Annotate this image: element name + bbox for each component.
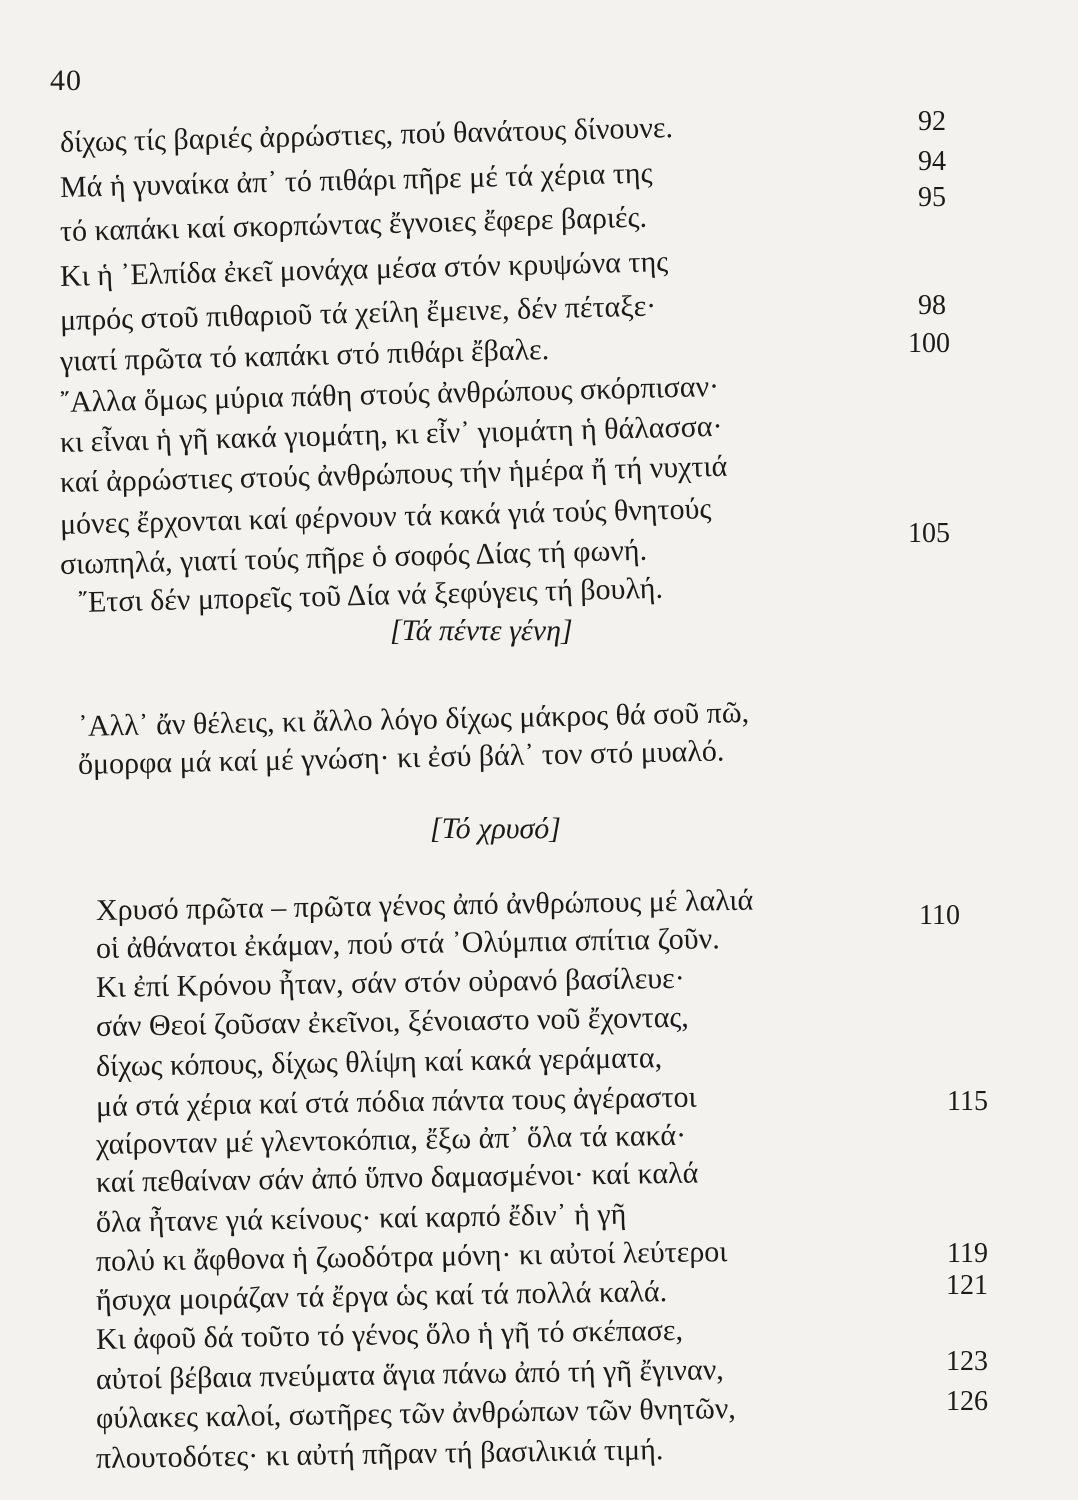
- verse-line: Κι ἀφοῦ δά τοῦτο τό γένος ὅλο ἡ γῆ τό σκέπασε,: [95, 1313, 684, 1356]
- verse-line: οἱ ἀθάνατοι ἐκάμαν, πού στά ᾿Ολύμπια σπίτια ζοῦν.: [95, 922, 720, 965]
- verse-line: πολύ κι ἄφθονα ἡ ζωοδότρα μόνη· κι αὐτοί λεύτεροι: [95, 1235, 728, 1278]
- verse-line: σάν Θεοί ζοῦσαν ἐκεῖνοι, ξένοιαστο νοῦ ἔχοντας,: [95, 1000, 690, 1043]
- verse-line: δίχως τίς βαριές ἀρρώστιες, πού θανάτους δίνουνε.: [59, 111, 674, 159]
- line-number: 126: [946, 1386, 988, 1417]
- verse-line: καί πεθαίναν σάν ἀπό ὕπνο δαμασμένοι· καί καλά: [95, 1156, 699, 1199]
- verse-line: Χρυσό πρῶτα – πρῶτα γένος ἀπό ἀνθρώπους μέ λαλιά: [95, 883, 754, 927]
- verse-line: αὐτοί βέβαια πνεύματα ἅγια πάνω ἀπό τή γῆ ἔγιναν,: [95, 1353, 725, 1396]
- verse-line: χαίρονταν μέ γλεντοκόπια, ἔξω ἀπ᾽ ὅλα τά κακά·: [95, 1118, 687, 1161]
- line-number: 115: [947, 1086, 988, 1117]
- verse-line: μά στά χέρια καί στά πόδια πάντα τους ἀγέραστοι: [95, 1080, 697, 1123]
- verse-line: γιατί πρῶτα τό καπάκι στό πιθάρι ἔβαλε.: [59, 333, 550, 378]
- line-number: 95: [918, 182, 946, 213]
- section-heading: [Τό χρυσό]: [430, 812, 561, 845]
- verse-line: σιωπηλά, γιατί τούς πῆρε ὁ σοφός Δίας τή φωνή.: [59, 533, 648, 581]
- line-number: 100: [908, 328, 950, 359]
- verse-line: Κι ἐπί Κρόνου ἦταν, σάν στόν οὐρανό βασίλευε·: [95, 961, 685, 1004]
- line-number: 119: [947, 1238, 988, 1269]
- line-number: 110: [919, 900, 960, 931]
- verse-line: Κι ἡ ᾿Ελπίδα ἐκεῖ μονάχα μέσα στόν κρυψώνα της: [59, 245, 669, 293]
- verse-line: ᾿Αλλ᾽ ἄν θέλεις, κι ἄλλο λόγο δίχως μάκρος θά σοῦ πῶ,: [77, 695, 750, 743]
- line-number: 92: [918, 106, 946, 137]
- verse-line: κι εἶναι ἡ γῆ κακά γιομάτη, κι εἶν᾽ γιομάτη ἡ θάλασσα·: [59, 409, 723, 459]
- page-number: 40: [50, 64, 82, 97]
- line-number: 121: [946, 1270, 988, 1301]
- line-number: 98: [918, 290, 946, 321]
- verse-line: Μά ἡ γυναίκα ἀπ᾽ τό πιθάρι πῆρε μέ τά χέρια της: [59, 156, 653, 204]
- verse-line: ῎Ετσι δέν μπορεῖς τοῦ Δία νά ξεφύγεις τή βουλή.: [77, 571, 664, 619]
- section-heading: [Τά πέντε γένη]: [390, 614, 573, 647]
- verse-line: δίχως κόπους, δίχως θλίψη καί κακά γεράματα,: [95, 1041, 663, 1083]
- verse-line: ὄμορφα μά καί μέ γνώση· κι ἐσύ βάλ᾽ τον στό μυαλό.: [77, 734, 725, 781]
- line-number: 94: [918, 146, 946, 177]
- verse-line: τό καπάκι καί σκορπώντας ἔγνοιες ἔφερε βαριές.: [59, 200, 648, 248]
- verse-line: ἥσυχα μοιράζαν τά ἔργα ὡς καί τά πολλά καλά.: [95, 1275, 668, 1317]
- verse-line: φύλακες καλοί, σωτῆρες τῶν ἀνθρώπων τῶν θνητῶν,: [95, 1391, 737, 1435]
- verse-line: μόνες ἔρχονται καί φέρνουν τά κακά γιά τούς θνητούς: [59, 492, 712, 541]
- verse-line: ῎Αλλα ὅμως μύρια πάθη στούς ἀνθρώπους σκόρπισαν·: [59, 369, 720, 419]
- verse-line: πλουτοδότες· κι αὐτή πῆραν τή βασιλικιά τιμή.: [95, 1433, 664, 1475]
- verse-line: μπρός στοῦ πιθαριοῦ τά χείλη ἔμεινε, δέν πέταξε·: [59, 289, 657, 337]
- line-number: 123: [946, 1346, 988, 1377]
- line-number: 105: [908, 518, 950, 549]
- verse-line: καί ἀρρώστιες στούς ἀνθρώπους τήν ἡμέρα ἤ τή νυχτιά: [59, 449, 728, 499]
- verse-line: ὅλα ἦτανε γιά κείνους· καί καρπό ἔδιν᾽ ἡ γῆ: [95, 1197, 627, 1239]
